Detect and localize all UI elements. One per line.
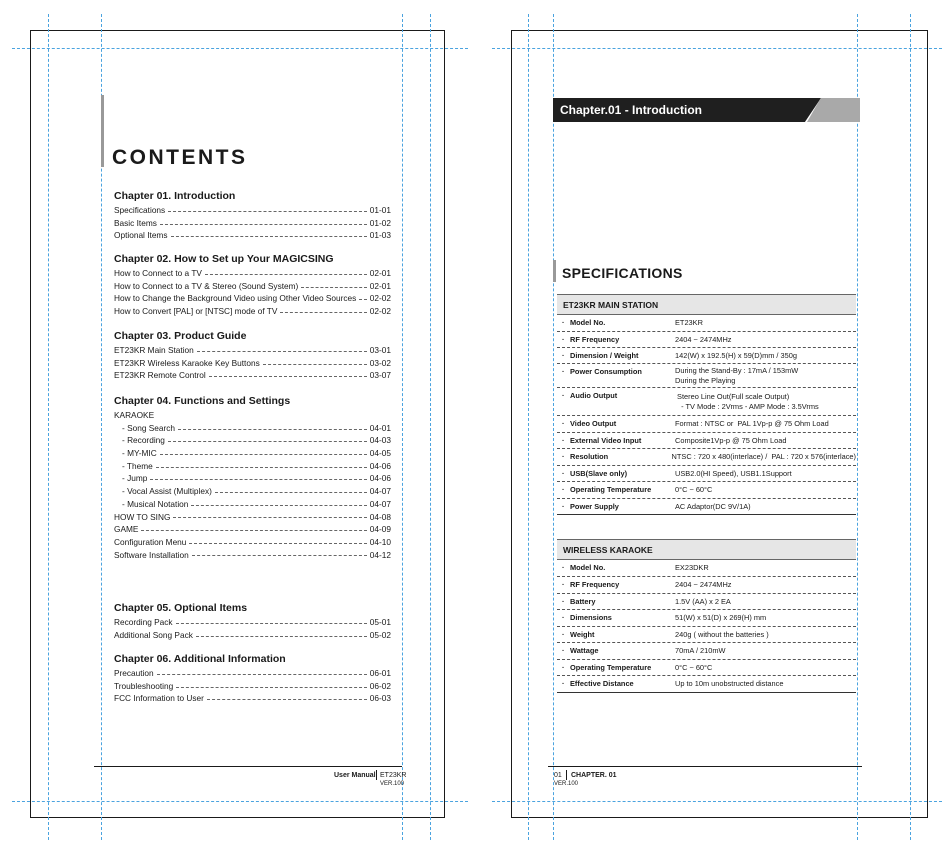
toc-entry[interactable] (114, 292, 391, 305)
dot-leader (176, 687, 367, 688)
spec-row: · Video Output Format : NTSC or PAL 1Vp-p @ 75 Ohm Load (557, 416, 856, 433)
spec-value: 142(W) x 192.5(H) x 59(D)mm / 350g (675, 350, 797, 360)
chapter-banner (553, 98, 860, 122)
toc-page: 06-03 (369, 693, 391, 704)
spec-row: · Model No. ET23KR (557, 315, 856, 332)
dot-leader (168, 441, 367, 442)
toc-page: 04-12 (369, 549, 391, 560)
spec-key: External Video Input (570, 435, 642, 445)
dot-leader (160, 454, 367, 455)
toc-entry[interactable] (114, 204, 391, 217)
dot-leader (359, 299, 366, 300)
spec-value: 70mA / 210mW (675, 646, 726, 655)
toc-entry[interactable] (114, 485, 391, 498)
dot-leader (171, 236, 367, 237)
toc-label: How to Connect to a TV & Stereo (Sound System) (114, 280, 299, 291)
toc-entry[interactable] (114, 305, 391, 318)
dot-leader (191, 505, 366, 506)
toc-page: 04-08 (369, 511, 391, 522)
toc-label: ET23KR Wireless Karaoke Key Buttons (114, 357, 260, 368)
toc-entry[interactable] (114, 357, 391, 370)
spec-key: RF Frequency (570, 580, 620, 589)
toc-entry[interactable] (114, 229, 391, 242)
toc-label: GAME (114, 524, 139, 535)
spec-key: Operating Temperature (570, 662, 652, 672)
dot-leader (141, 530, 366, 531)
footer-version: VER.100 (380, 781, 405, 787)
spec-key: Dimension / Weight (570, 350, 639, 360)
toc-page: 05-01 (369, 617, 391, 627)
dot-leader (176, 623, 367, 624)
spec-value: 240g ( without the batteries ) (675, 629, 769, 639)
toc-page: 03-02 (369, 357, 391, 368)
footer-version: VER.100 (554, 781, 579, 787)
spec-row: · Weight 240g ( without the batteries ) (557, 627, 856, 643)
page-title: CONTENTS (112, 146, 248, 169)
toc-label: Additional Song Pack (114, 629, 193, 640)
spec-table-header: WIRELESS KARAOKE (557, 539, 856, 560)
spec-table-wireless-karaoke (557, 539, 856, 693)
footer-chapter: CHAPTER. 01 (571, 772, 617, 779)
spec-table-header: ET23KR MAIN STATION (557, 294, 856, 315)
spec-value: 2404 ~ 2474MHz (675, 580, 732, 589)
spec-key: Operating Temperature (570, 485, 652, 494)
spec-key: Resolution (570, 452, 609, 461)
guide-line (528, 14, 529, 840)
toc-label: How to Connect to a TV (114, 268, 202, 278)
toc-label: How to Convert [PAL] or [NTSC] mode of TV (114, 306, 278, 317)
toc-label: Specifications (114, 205, 166, 215)
dot-leader (301, 287, 366, 288)
spec-value: USB2.0(HI Speed), USB1.1Support (675, 468, 792, 478)
spec-key: Video Output (570, 419, 617, 428)
spec-key: Effective Distance (570, 679, 634, 688)
title-accent-bar (553, 260, 556, 282)
toc-label: Software Installation (114, 549, 189, 560)
footer-separator (376, 770, 377, 780)
toc-label: Recording Pack (114, 617, 173, 627)
dot-leader (197, 351, 367, 352)
toc-label: Configuration Menu (114, 536, 187, 547)
spec-row: · Dimensions 51(W) x 51(D) x 269(H) mm (557, 610, 856, 627)
chapter-title: Chapter 06. Additional Information (114, 653, 286, 665)
toc-chapter-04 (114, 394, 391, 561)
toc-label: - Theme (122, 460, 153, 471)
toc-entry[interactable] (114, 498, 391, 511)
dot-leader (173, 517, 366, 518)
guide-line (430, 14, 431, 840)
dot-leader (150, 479, 366, 480)
toc-page: 03-01 (369, 345, 391, 355)
spec-value: 0°C ~ 60°C (675, 485, 713, 494)
toc-label: KARAOKE (114, 410, 155, 420)
chapter-title: Chapter 05. Optional Items (114, 602, 248, 614)
toc-label: - Vocal Assist (Multiplex) (122, 486, 212, 497)
footer-page-number: 01 (554, 772, 562, 779)
dot-leader (209, 376, 367, 377)
guide-line (12, 48, 468, 49)
footer-separator (566, 770, 567, 780)
toc-page: 01-01 (369, 205, 391, 215)
toc-entry[interactable] (114, 549, 391, 562)
guide-line (48, 14, 49, 840)
toc-page: 02-02 (369, 293, 391, 304)
spec-key: USB(Slave only) (570, 468, 628, 478)
toc-page: 04-06 (369, 460, 391, 471)
dot-leader (168, 211, 367, 212)
toc-chapter-05 (114, 601, 391, 641)
spec-row: · Wattage 70mA / 210mW (557, 643, 856, 660)
spec-row: · USB(Slave only) USB2.0(HI Speed), USB1.1Support (557, 466, 856, 482)
spec-row: · Operating Temperature 0°C ~ 60°C (557, 660, 856, 676)
chapter-title: Chapter 03. Product Guide (114, 330, 247, 342)
dot-leader (192, 555, 367, 556)
section-title: SPECIFICATIONS (562, 265, 683, 281)
toc-page: 04-05 (369, 448, 391, 459)
spec-row: · Operating Temperature 0°C ~ 60°C (557, 482, 856, 499)
spec-row: · Power Supply AC Adaptor(DC 9V/1A) (557, 499, 856, 515)
guide-line (12, 801, 468, 802)
toc-entry[interactable] (114, 280, 391, 293)
toc-entry[interactable] (114, 460, 391, 473)
toc-entry[interactable] (114, 409, 391, 422)
spec-table-main-station (557, 294, 856, 515)
toc-page: 02-02 (369, 306, 391, 317)
spec-value: NTSC : 720 x 480(interlace) / PAL : 720 x 576(interlace) (671, 452, 856, 461)
spec-value: 51(W) x 51(D) x 269(H) mm (675, 613, 767, 622)
spec-value: During the Stand-By : 17mA / 153mW During the Playing (675, 365, 799, 385)
dot-leader (189, 543, 366, 544)
toc-entry[interactable] (114, 472, 391, 485)
dot-leader (205, 274, 367, 275)
dot-leader (263, 364, 367, 365)
toc-entry[interactable] (114, 629, 391, 642)
dot-leader (178, 429, 367, 430)
toc-chapter-02 (114, 252, 391, 318)
guide-line (553, 14, 554, 840)
spec-key: Wattage (570, 646, 599, 655)
toc-page: 03-07 (369, 370, 391, 381)
toc-chapter-06 (114, 652, 391, 705)
toc-entry[interactable] (114, 344, 391, 357)
spec-key: Battery (570, 596, 596, 606)
toc-entry[interactable] (114, 447, 391, 460)
toc-page: 04-01 (369, 422, 391, 433)
spec-row: · RF Frequency 2404 ~ 2474MHz (557, 577, 856, 594)
spec-row: · Resolution NTSC : 720 x 480(interlace) / PAL : 720 x 576(interlace) (557, 449, 856, 466)
toc-label: How to Change the Background Video using Other Video Sources (114, 293, 357, 304)
toc-label: ET23KR Main Station (114, 345, 194, 355)
toc-label: - Song Search (122, 422, 176, 433)
dot-leader (156, 467, 367, 468)
dot-leader (207, 699, 367, 700)
spec-row: · Model No. EX23DKR (557, 560, 856, 577)
footer-manual-label: User Manual (334, 772, 376, 779)
toc-page: 04-03 (369, 435, 391, 446)
spec-value: ET23KR (675, 318, 703, 327)
toc-label: ET23KR Remote Control (114, 370, 206, 381)
guide-line (402, 14, 403, 840)
dot-leader (280, 312, 366, 313)
spec-key: RF Frequency (570, 334, 620, 344)
dot-leader (196, 636, 367, 637)
footer-rule (548, 766, 862, 767)
toc-label: - Recording (122, 435, 165, 446)
toc-label: - Musical Notation (122, 498, 189, 509)
spec-row: · Effective Distance Up to 10m unobstructed distance (557, 676, 856, 693)
toc-label: Troubleshooting (114, 680, 174, 691)
spec-value: 0°C ~ 60°C (675, 662, 713, 672)
spec-row: · Audio Output Stereo Line Out(Full scale Output) - TV Mode : 2Vrms - AMP Mode : 3.5Vrms (557, 388, 856, 416)
toc-page: 04-09 (369, 524, 391, 535)
chapter-title: Chapter 04. Functions and Settings (114, 395, 291, 407)
spec-key: Dimensions (570, 613, 612, 622)
spec-key: Model No. (570, 318, 606, 327)
guide-line (910, 14, 911, 840)
dot-leader (215, 492, 367, 493)
spec-value: Composite1Vp-p @ 75 Ohm Load (675, 435, 787, 445)
toc-entry[interactable] (114, 536, 391, 549)
toc-label: Basic Items (114, 217, 157, 228)
footer-rule (94, 766, 402, 767)
spec-key: Power Supply (570, 501, 619, 511)
toc-page: 02-01 (369, 280, 391, 291)
dot-leader (160, 224, 367, 225)
spec-key: Audio Output (570, 391, 618, 400)
toc-page: 04-06 (369, 473, 391, 484)
guide-line (492, 48, 942, 49)
spec-value: 1.5V (AA) x 2 EA (675, 596, 731, 606)
toc-entry[interactable] (114, 267, 391, 280)
chapter-title: Chapter 02. How to Set up Your MAGICSING (114, 253, 334, 265)
spec-row: · External Video Input Composite1Vp-p @ 75 Ohm Load (557, 433, 856, 449)
toc-label: FCC Information to User (114, 693, 204, 704)
toc-chapter-03 (114, 329, 391, 382)
toc-entry[interactable] (114, 680, 391, 693)
toc-label: - MY-MIC (122, 448, 157, 459)
spec-value: EX23DKR (675, 563, 709, 572)
toc-chapter-01 (114, 189, 391, 242)
toc-entry[interactable] (114, 692, 391, 705)
toc-page: 01-03 (369, 230, 391, 241)
spec-row: · Power Consumption During the Stand-By : 17mA / 153mW During the Playing (557, 364, 856, 388)
spec-value: Format : NTSC or PAL 1Vp-p @ 75 Ohm Load (675, 419, 829, 428)
spec-value: AC Adaptor(DC 9V/1A) (675, 501, 751, 511)
guide-line (857, 14, 858, 840)
toc-label: HOW TO SING (114, 511, 171, 522)
dot-leader (157, 674, 367, 675)
toc-page: 04-07 (369, 486, 391, 497)
toc-label: Optional Items (114, 230, 168, 241)
toc-entry[interactable] (114, 369, 391, 382)
footer-model: ET23KR (380, 772, 407, 779)
toc-entry[interactable] (114, 511, 391, 524)
title-accent-bar (101, 95, 104, 167)
toc-entry[interactable] (114, 422, 391, 435)
chapter-title: Chapter 01. Introduction (114, 190, 236, 202)
spec-value: Stereo Line Out(Full scale Output) - TV Mode : 2Vrms - AMP Mode : 3.5Vrms (677, 391, 819, 411)
toc-page: 01-02 (369, 217, 391, 228)
toc-entry[interactable] (114, 667, 391, 680)
spec-value: 2404 ~ 2474MHz (675, 334, 732, 344)
toc-entry[interactable] (114, 217, 391, 230)
spec-key: Power Consumption (570, 367, 642, 376)
toc-label: - Jump (122, 473, 148, 484)
toc-page: 06-02 (369, 680, 391, 691)
spec-value: Up to 10m unobstructed distance (675, 679, 784, 688)
toc-entry[interactable] (114, 523, 391, 536)
spec-row: · RF Frequency 2404 ~ 2474MHz (557, 332, 856, 348)
guide-line (492, 801, 942, 802)
toc-page: 05-02 (369, 629, 391, 640)
spec-row: · Battery 1.5V (AA) x 2 EA (557, 594, 856, 610)
toc-label: Precaution (114, 668, 154, 678)
chapter-banner-label: Chapter.01 - Introduction (560, 103, 703, 117)
toc-entry[interactable] (114, 434, 391, 447)
toc-page: 04-10 (369, 536, 391, 547)
spec-key: Model No. (570, 563, 606, 572)
toc-page: 06-01 (369, 668, 391, 678)
toc-page: 04-07 (369, 498, 391, 509)
spec-row: · Dimension / Weight 142(W) x 192.5(H) x 59(D)mm / 350g (557, 348, 856, 364)
toc-entry[interactable] (114, 616, 391, 629)
toc-page: 02-01 (369, 268, 391, 278)
spec-key: Weight (570, 629, 595, 639)
